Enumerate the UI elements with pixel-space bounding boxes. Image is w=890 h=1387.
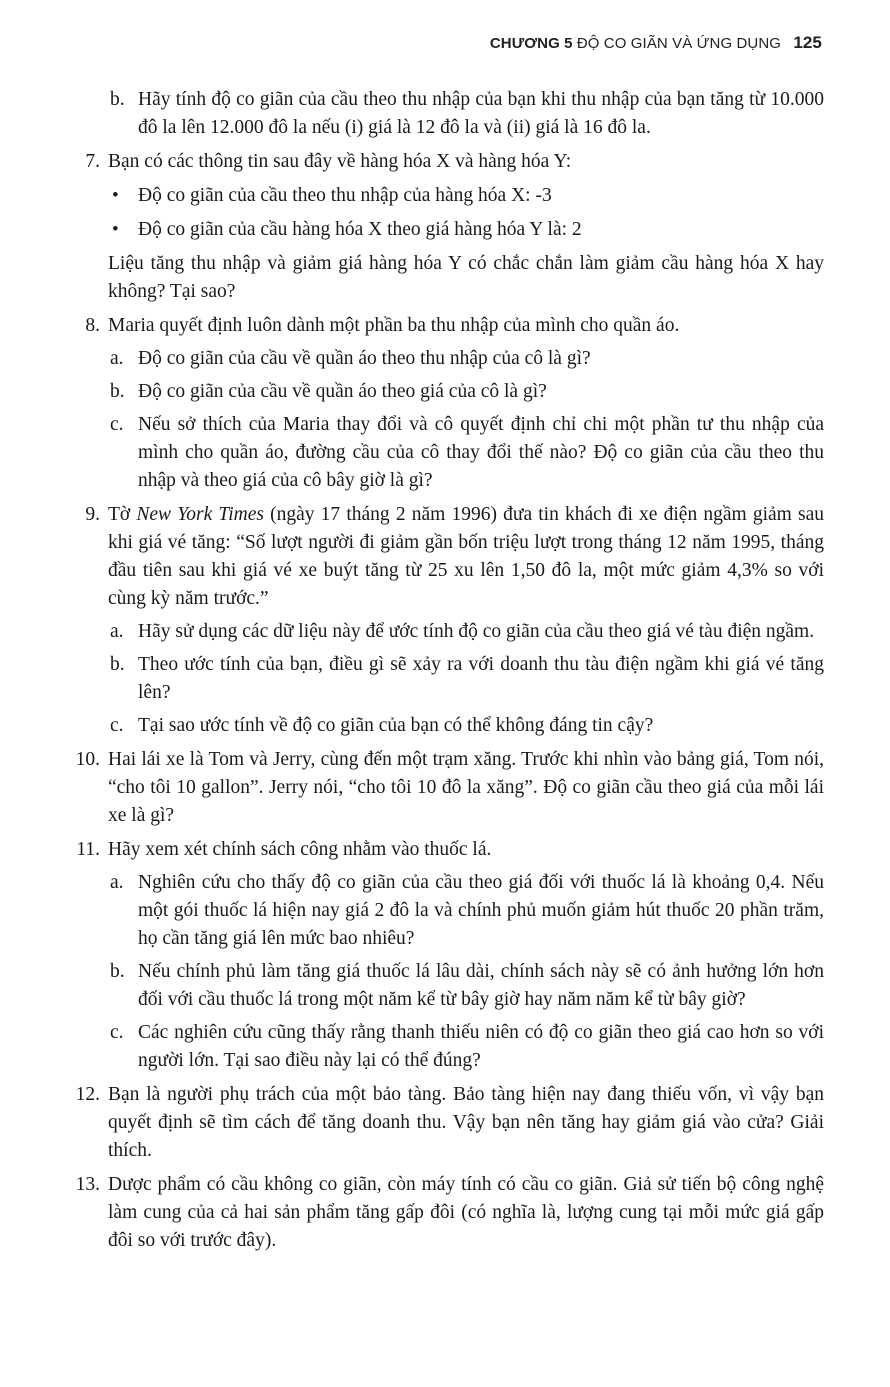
question-8 [0,312,890,340]
question-number: 10. [75,749,100,770]
question-text: Hai lái xe là Tom và Jerry, cùng đến một trạm xăng. Trước khi nhìn vào bảng giá, Tom nói, “cho tôi 10 gallon”. Jerry nói, “cho tôi 10 đô la xăng”. Độ co giãn cầu theo giá của mỗi lái xe là gì? [108,749,824,826]
question-11b [0,958,890,1014]
bullet-item [0,216,890,244]
item-label: c. [110,414,124,435]
item-text: Các nghiên cứu cũng thấy rằng thanh thiếu niên có độ co giãn theo giá cao hơn so với người lớn. Tại sao điều này lại có thể đúng? [138,1022,824,1071]
item-text: Độ co giãn của cầu về quần áo theo thu nhập của cô là gì? [138,348,591,369]
running-header [490,33,822,53]
question-number: 12. [75,1084,100,1105]
bullet-item [0,182,890,210]
item-text: Hãy tính độ co giãn của cầu theo thu nhập của bạn khi thu nhập của bạn tăng từ 10.000 đô la lên 12.000 đô la nếu (i) giá là 12 đô la và (ii) giá là 16 đô la. [138,89,824,138]
question-text: Bạn có các thông tin sau đây về hàng hóa X và hàng hóa Y: [108,151,572,172]
question-12 [0,1081,890,1165]
item-label: a. [110,621,124,642]
question-7 [0,148,890,176]
item-text: Tại sao ước tính về độ co giãn của bạn có thể không đáng tin cậy? [138,715,654,736]
item-text: Nghiên cứu cho thấy độ co giãn của cầu theo giá đối với thuốc lá là khoảng 0,4. Nếu một gói thuốc lá hiện nay giá 2 đô la và chính phủ muốn giảm hút thuốc 20 phần trăm, họ cần tăng giá lên mức bao nhiêu? [138,872,824,949]
question-9a [0,618,890,646]
question-number: 13. [75,1174,100,1195]
question-7-followup: Liệu tăng thu nhập và giảm giá hàng hóa Y có chắc chắn làm giảm cầu hàng hóa X hay không? Tại sao? [108,253,824,302]
item-label: b. [110,654,125,675]
item-text: Theo ước tính của bạn, điều gì sẽ xảy ra với doanh thu tàu điện ngầm khi giá vé tăng lên? [138,654,824,703]
page-body [0,86,890,1255]
newspaper-title: New York Times [136,504,264,525]
question-10 [0,746,890,830]
item-label: a. [110,872,124,893]
question-9 [0,501,890,613]
item-label: b. [110,89,125,110]
item-label: c. [110,715,124,736]
question-11a [0,869,890,953]
question-6b [0,86,890,142]
question-text: Hãy xem xét chính sách công nhằm vào thuốc lá. [108,839,492,860]
question-9b [0,651,890,707]
question-text: Dược phẩm có cầu không co giãn, còn máy tính có cầu co giãn. Giả sử tiến bộ công nghệ làm cung của cả hai sản phẩm tăng gấp đôi (có nghĩa là, lượng cung tại mỗi mức giá gấp đôi so với trước đây). [108,1174,824,1251]
question-text: Maria quyết định luôn dành một phần ba thu nhập của mình cho quần áo. [108,315,680,336]
bullet-icon: • [112,219,119,240]
item-label: b. [110,381,125,402]
page-number: 125 [793,33,822,52]
item-text: Nếu sở thích của Maria thay đổi và cô quyết định chỉ chi một phần tư thu nhập của mình cho quần áo, đường cầu của cô thay đổi thế nào? Độ co giãn của cầu theo thu nhập và theo giá của cô bây giờ là gì? [138,414,824,491]
item-label: c. [110,1022,124,1043]
question-9c [0,712,890,740]
question-text: Bạn là người phụ trách của một bảo tàng. Bảo tàng hiện nay đang thiếu vốn, vì vậy bạn quyết định sẽ tìm cách để tăng doanh thu. Vậy bạn nên tăng hay giảm giá vào cửa? Giải thích. [108,1084,824,1161]
question-text: (ngày 17 tháng 2 năm 1996) đưa tin khách đi xe điện ngầm giảm sau khi giá vé tăng: “Số lượt người đi giảm gần bốn triệu lượt trong tháng 12 năm 1995, tháng đầu tiên sau khi giá vé xe buýt tăng từ 25 xu lên 1,50 đô la, một mức giảm 4,3% so với cùng kỳ năm trước.” [108,504,824,609]
item-text: Độ co giãn của cầu về quần áo theo giá của cô là gì? [138,381,547,402]
question-11c [0,1019,890,1075]
chapter-title: ĐỘ CO GIÃN VÀ ỨNG DỤNG [576,35,782,52]
item-label: a. [110,348,124,369]
question-8b [0,378,890,406]
chapter-label: CHƯƠNG 5 [489,35,573,52]
bullet-text: Độ co giãn của cầu hàng hóa X theo giá hàng hóa Y là: 2 [138,219,582,240]
question-11 [0,836,890,864]
question-number: 7. [85,151,100,172]
question-number: 11. [76,839,100,860]
bullet-text: Độ co giãn của cầu theo thu nhập của hàng hóa X: -3 [138,185,552,206]
question-8c [0,411,890,495]
question-text-prefix: Tờ [108,504,137,525]
question-number: 9. [85,504,100,525]
question-8a [0,345,890,373]
item-label: b. [110,961,125,982]
item-text: Nếu chính phủ làm tăng giá thuốc lá lâu dài, chính sách này sẽ có ảnh hưởng lớn hơn đối với cầu thuốc lá trong một năm kể từ bây giờ hay năm năm kể từ bây giờ? [138,961,824,1010]
bullet-icon: • [112,185,119,206]
question-13 [0,1171,890,1255]
question-number: 8. [85,315,100,336]
item-text: Hãy sử dụng các dữ liệu này để ước tính độ co giãn của cầu theo giá vé tàu điện ngầm. [138,621,815,642]
